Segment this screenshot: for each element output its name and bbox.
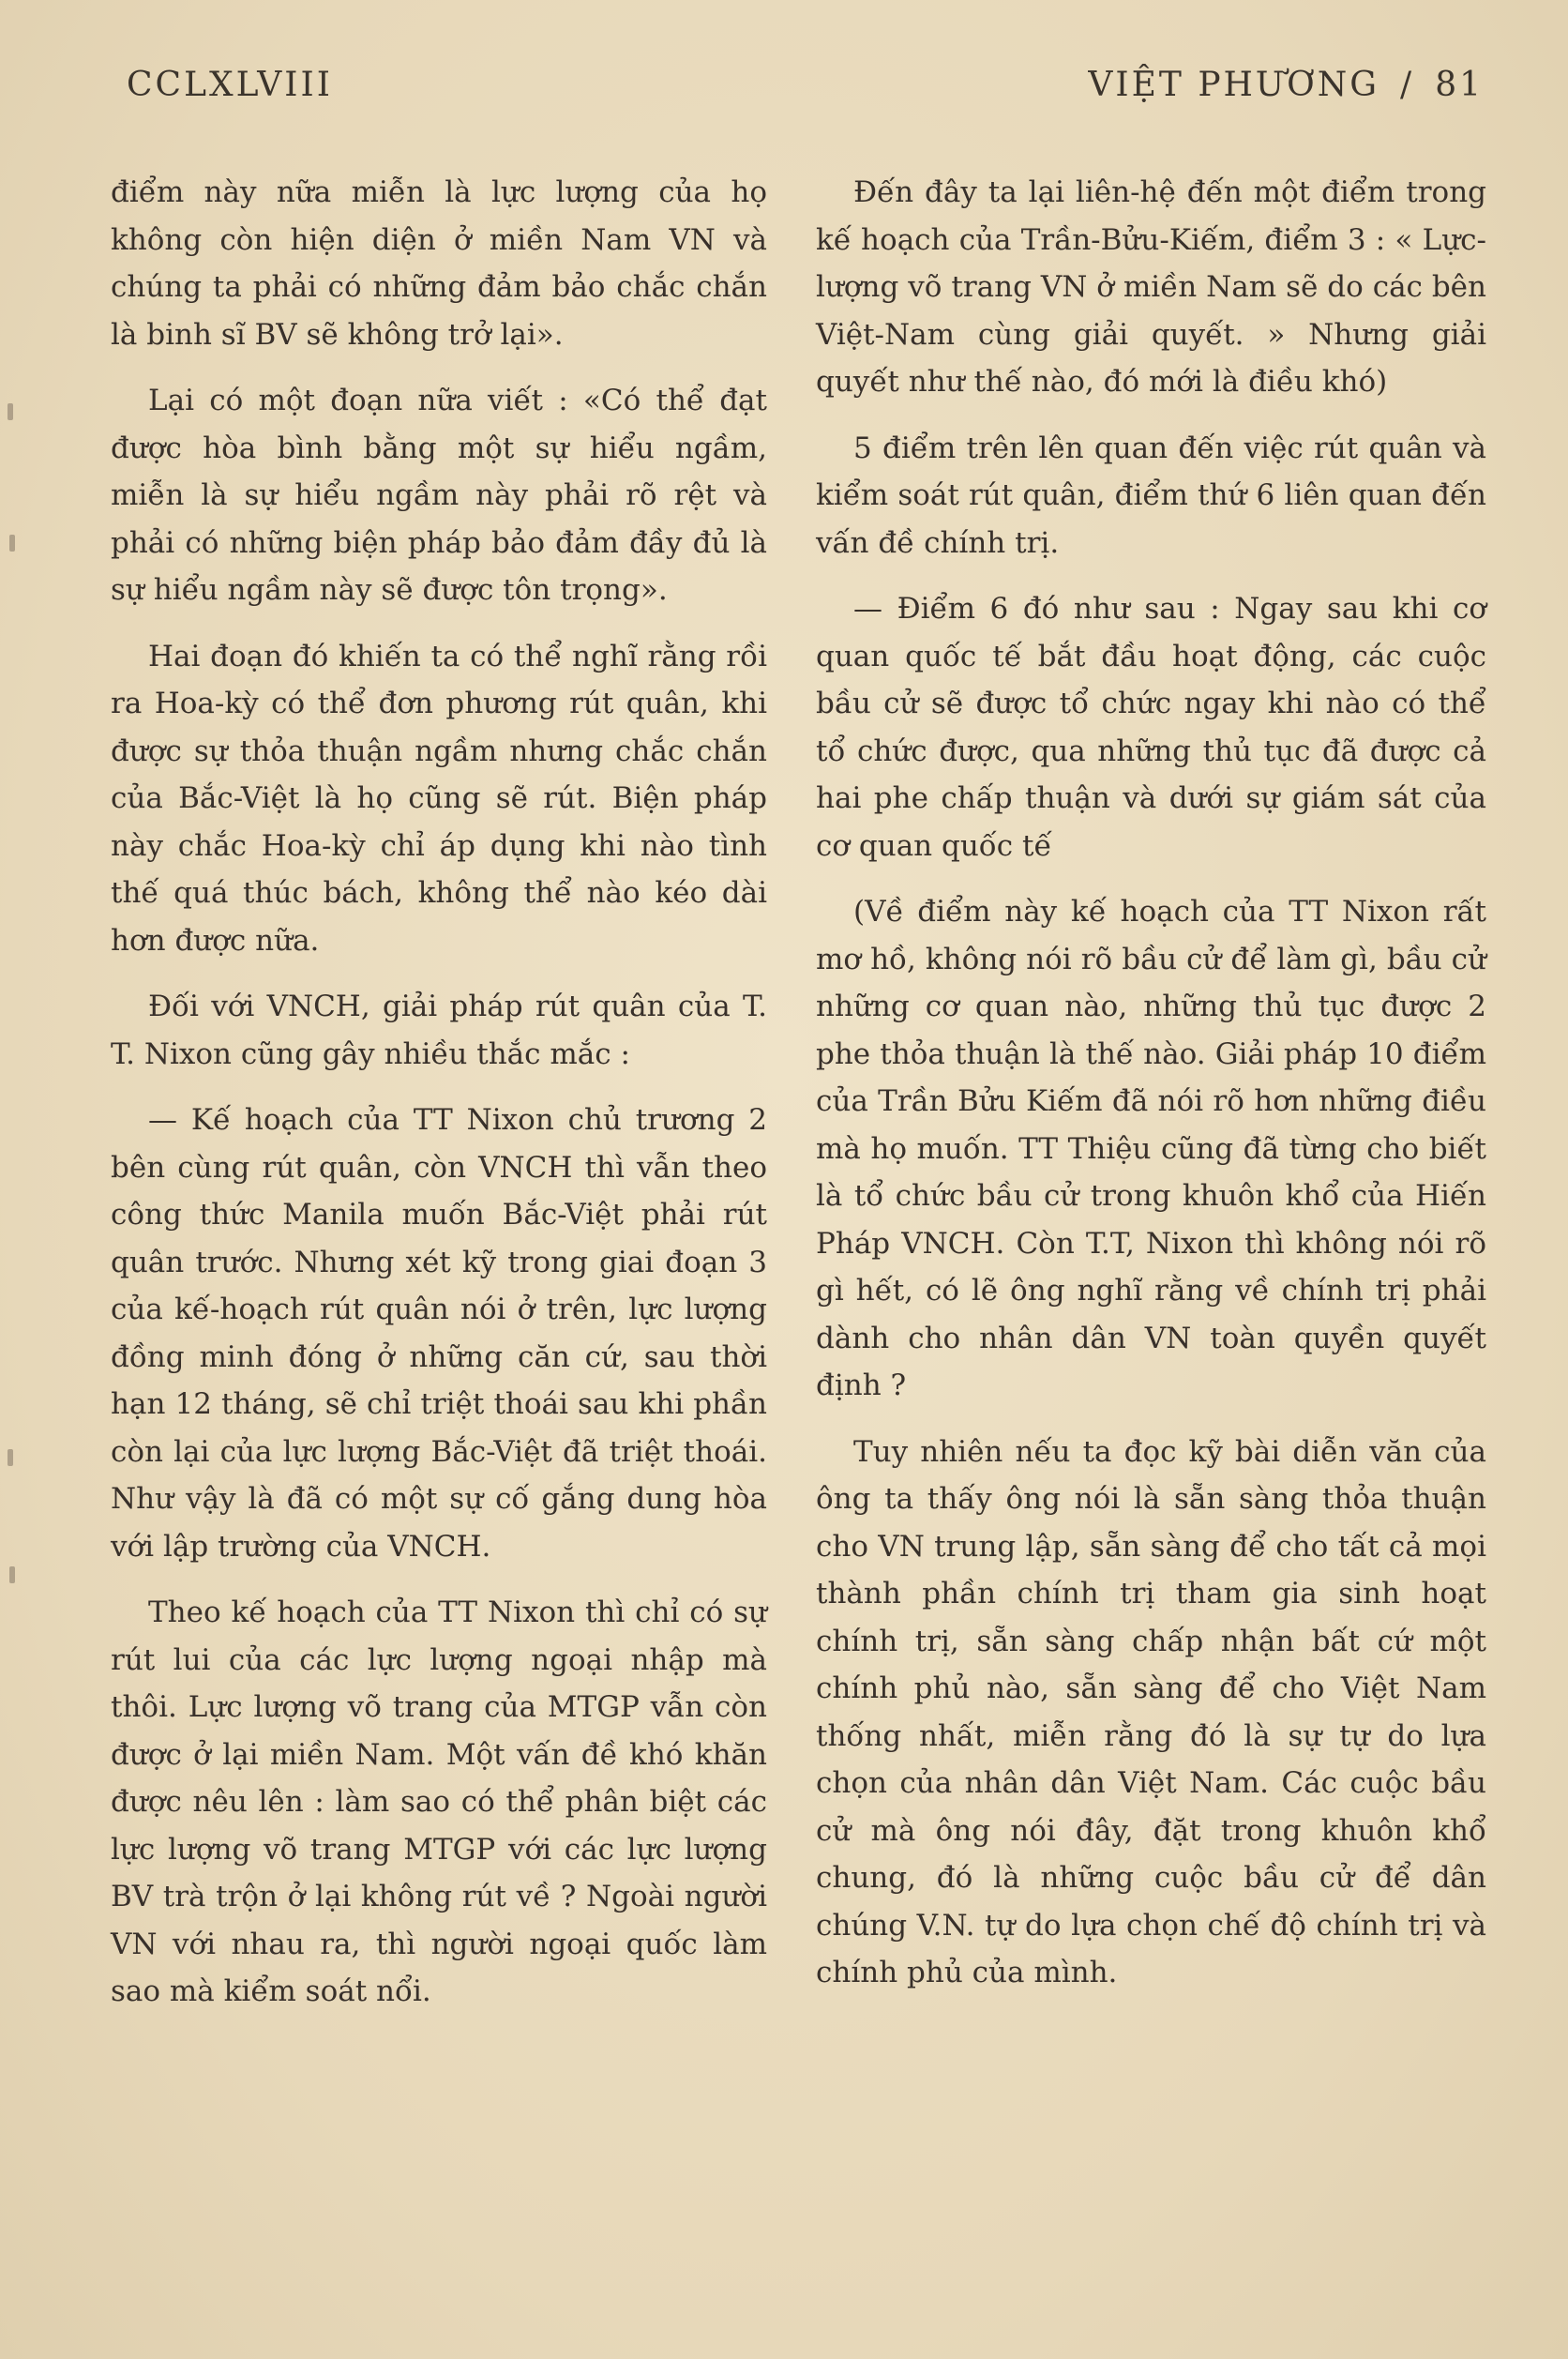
paragraph: Theo kế hoạch của TT Nixon thì chỉ có sự rút lui của các lực lượng ngoại nhập mà thôi. Lực lượng võ trang của MTGP vẫn còn được ở lại miền Nam. Một vấn đề khó khăn được nêu lên : làm sao có thể phân biệt các lực lượng võ trang MTGP với các lực lượng BV trà trộn ở lại không rút về ? Ngoài người VN với nhau ra, thì người ngoại quốc làm sao mà kiểm soát nổi. [111, 1595, 767, 2008]
running-head-roman-numeral: CCLXLVIII [127, 66, 333, 104]
paragraph: — Kế hoạch của TT Nixon chủ trương 2 bên cùng rút quân, còn VNCH thì vẫn theo công thức Manila muốn Bắc-Việt phải rút quân trước. Nhưng xét kỹ trong giai đoạn 3 của kế-hoạch rút quân nói ở trên, lực lượng đồng minh đóng ở những căn cứ, sau thời hạn 12 tháng, sẽ chỉ triệt thoái sau khi phần còn lại của lực lượng Bắc-Việt đã triệt thoái. Như vậy là đã có một sự cố gắng dung hòa với lập trường của VNCH. [111, 1103, 767, 1564]
binding-mark [8, 1449, 13, 1466]
paragraph: — Điểm 6 đó như sau : Ngay sau khi cơ quan quốc tế bắt đầu hoạt động, các cuộc bầu cử sẽ được tổ chức ngay khi nào có thể tổ chức được, qua những thủ tục đã được cả hai phe chấp thuận và dưới sự giám sát của cơ quan quốc tế [816, 592, 1486, 863]
paragraph: Hai đoạn đó khiến ta có thể nghĩ rằng rồi ra Hoa-kỳ có thể đơn phương rút quân, khi được sự thỏa thuận ngầm nhưng chắc chắn của Bắc-Việt là họ cũng sẽ rút. Biện pháp này chắc Hoa-kỳ chỉ áp dụng khi nào tình thế quá thúc bách, không thể nào kéo dài hơn được nữa. [111, 639, 767, 958]
page-number: 81 [1435, 66, 1484, 104]
right-column [816, 169, 1486, 2016]
header-separator: / [1400, 66, 1415, 104]
running-head-right [1088, 66, 1484, 104]
paragraph: (Về điểm này kế hoạch của TT Nixon rất mơ hồ, không nói rõ bầu cử để làm gì, bầu cử những cơ quan nào, những thủ tục được 2 phe thỏa thuận là thế nào. Giải pháp 10 điểm của Trần Bửu Kiếm đã nói rõ hơn những điều mà họ muốn. TT Thiệu cũng đã từng cho biết là tổ chức bầu cử trong khuôn khổ của Hiến Pháp VNCH. Còn T.T, Nixon thì không nói rõ gì hết, có lẽ ông nghĩ rằng về chính trị phải dành cho nhân dân VN toàn quyền quyết định ? [816, 895, 1486, 1402]
paragraph: Tuy nhiên nếu ta đọc kỹ bài diễn văn của ông ta thấy ông nói là sẵn sàng thỏa thuận cho VN trung lập, sẵn sàng để cho tất cả mọi thành phần chính trị tham gia sinh hoạt chính trị, sẵn sàng chấp nhận bất cứ một chính phủ nào, sẵn sàng để cho Việt Nam thống nhất, miễn rằng đó là sự tự do lựa chọn của nhân dân Việt Nam. Các cuộc bầu cử mà ông nói đây, đặt trong khuôn khổ chung, đó là những cuộc bầu cử để dân chúng V.N. tự do lựa chọn chế độ chính trị và chính phủ của mình. [816, 1434, 1486, 1989]
journal-title: VIỆT PHƯƠNG [1088, 66, 1380, 104]
paragraph: 5 điểm trên lên quan đến việc rút quân và kiểm soát rút quân, điểm thứ 6 liên quan đến vấn đề chính trị. [816, 431, 1486, 560]
paragraph: Đối với VNCH, giải pháp rút quân của T. T. Nixon cũng gây nhiều thắc mắc : [111, 990, 767, 1071]
paragraph: Lại có một đoạn nữa viết : «Có thể đạt được hòa bình bằng một sự hiểu ngầm, miễn là sự hiểu ngầm này phải rõ rệt và phải có những biện pháp bảo đảm đầy đủ là sự hiểu ngầm này sẽ được tôn trọng». [111, 384, 767, 607]
binding-mark [9, 535, 15, 552]
binding-mark [8, 403, 13, 420]
paragraph: Đến đây ta lại liên-hệ đến một điểm trong kế hoạch của Trần-Bửu-Kiếm, điểm 3 : « Lực-lượng võ trang VN ở miền Nam sẽ do các bên Việt-Nam cùng giải quyết. » Nhưng giải quyết như thế nào, đó mới là điều khó) [816, 175, 1486, 399]
binding-mark [9, 1566, 15, 1583]
left-column [111, 169, 767, 2034]
paragraph: điểm này nữa miễn là lực lượng của họ không còn hiện diện ở miền Nam VN và chúng ta phải có những đảm bảo chắc chắn là binh sĩ BV sẽ không trở lại». [111, 175, 767, 352]
page-header [127, 58, 1484, 124]
